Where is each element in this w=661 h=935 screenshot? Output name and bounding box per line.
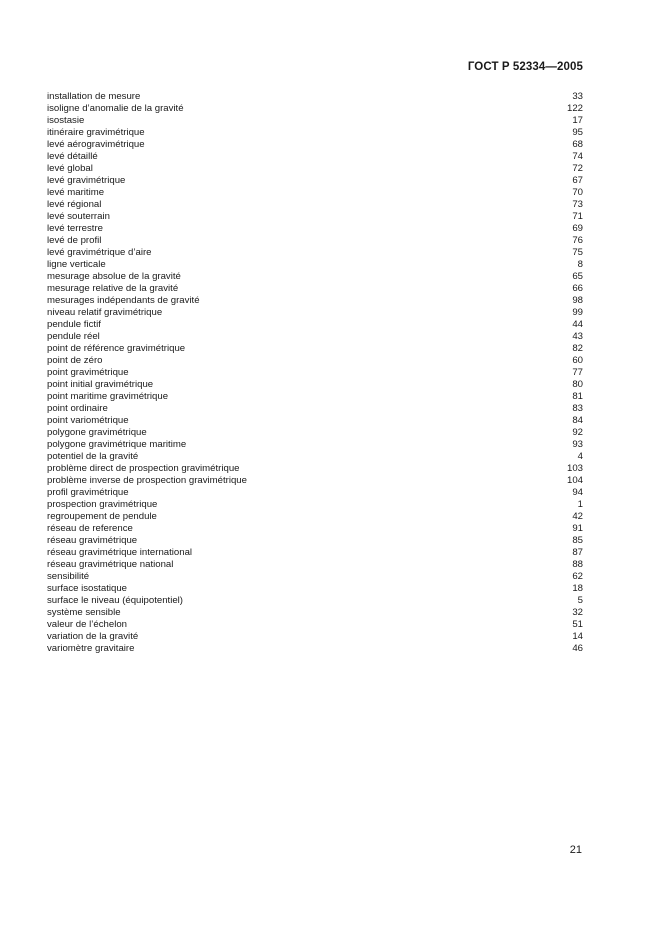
- index-term: levé global: [47, 163, 93, 174]
- index-entry: [47, 643, 583, 655]
- index-term: point de zéro: [47, 355, 103, 366]
- index-page-ref: 69: [572, 223, 583, 234]
- index-page-ref: 93: [572, 439, 583, 450]
- index-page-ref: 51: [572, 619, 583, 630]
- index-entry: [47, 583, 583, 595]
- index-entry: [47, 187, 583, 199]
- index-term: levé régional: [47, 199, 102, 210]
- index-page-ref: 76: [572, 235, 583, 246]
- index-term: levé gravimétrique: [47, 175, 126, 186]
- index-page-ref: 75: [572, 247, 583, 258]
- index-page-ref: 84: [572, 415, 583, 426]
- index-page-ref: 33: [572, 91, 583, 102]
- index-term: problème inverse de prospection gravimétrique: [47, 475, 247, 486]
- index-page-ref: 42: [572, 511, 583, 522]
- index-entry: [47, 235, 583, 247]
- document-header: [468, 61, 583, 73]
- index-entry: [47, 319, 583, 331]
- index-page-ref: 32: [572, 607, 583, 618]
- alphabetical-index: [47, 91, 583, 655]
- index-term: variation de la gravité: [47, 631, 139, 642]
- index-page-ref: 5: [577, 595, 583, 606]
- index-entry: [47, 91, 583, 103]
- index-term: levé souterrain: [47, 211, 110, 222]
- index-page-ref: 99: [572, 307, 583, 318]
- index-term: réseau gravimétrique: [47, 535, 138, 546]
- index-entry: [47, 295, 583, 307]
- index-page-ref: 77: [572, 367, 583, 378]
- index-term: variomètre gravitaire: [47, 643, 135, 654]
- index-term: surface isostatique: [47, 583, 127, 594]
- index-page-ref: 88: [572, 559, 583, 570]
- index-entry: [47, 439, 583, 451]
- index-page-ref: 85: [572, 535, 583, 546]
- index-term: mesurage absolue de la gravité: [47, 271, 181, 282]
- index-term: réseau gravimétrique international: [47, 547, 193, 558]
- index-page-ref: 4: [577, 451, 583, 462]
- index-entry: [47, 247, 583, 259]
- index-entry: [47, 223, 583, 235]
- index-page-ref: 91: [572, 523, 583, 534]
- index-page-ref: 67: [572, 175, 583, 186]
- index-page-ref: 43: [572, 331, 583, 342]
- index-term: levé aérogravimétrique: [47, 139, 145, 150]
- index-page-ref: 74: [572, 151, 583, 162]
- index-page-ref: 70: [572, 187, 583, 198]
- index-page-ref: 122: [566, 103, 583, 114]
- index-entry: [47, 535, 583, 547]
- index-entry: [47, 631, 583, 643]
- index-term: niveau relatif gravimétrique: [47, 307, 163, 318]
- index-entry: [47, 427, 583, 439]
- index-term: problème direct de prospection gravimétrique: [47, 463, 240, 474]
- page-number: 21: [569, 844, 582, 856]
- index-term: point ordinaire: [47, 403, 108, 414]
- index-entry: [47, 559, 583, 571]
- index-term: point initial gravimétrique: [47, 379, 154, 390]
- index-term: point de référence gravimétrique: [47, 343, 186, 354]
- index-entry: [47, 487, 583, 499]
- index-page-ref: 62: [572, 571, 583, 582]
- index-term: isoligne d’anomalie de la gravité: [47, 103, 184, 114]
- index-page-ref: 8: [577, 259, 583, 270]
- index-entry: [47, 463, 583, 475]
- index-term: sensibilité: [47, 571, 90, 582]
- index-entry: [47, 415, 583, 427]
- index-entry: [47, 163, 583, 175]
- index-term: profil gravimétrique: [47, 487, 129, 498]
- index-entry: [47, 355, 583, 367]
- index-page-ref: 66: [572, 283, 583, 294]
- index-page-ref: 18: [572, 583, 583, 594]
- index-term: levé gravimétrique d’aire: [47, 247, 152, 258]
- index-term: itinéraire gravimétrique: [47, 127, 145, 138]
- index-entry: [47, 151, 583, 163]
- index-term: polygone gravimétrique: [47, 427, 147, 438]
- index-term: mesurage relative de la gravité: [47, 283, 179, 294]
- index-entry: [47, 595, 583, 607]
- index-entry: [47, 115, 583, 127]
- index-entry: [47, 403, 583, 415]
- index-page-ref: 73: [572, 199, 583, 210]
- index-page-ref: 44: [572, 319, 583, 330]
- index-term: levé terrestre: [47, 223, 103, 234]
- index-term: levé de profil: [47, 235, 102, 246]
- index-term: réseau de reference: [47, 523, 133, 534]
- index-page-ref: 87: [572, 547, 583, 558]
- index-term: ligne verticale: [47, 259, 106, 270]
- index-term: potentiel de la gravité: [47, 451, 139, 462]
- index-entry: [47, 343, 583, 355]
- index-page-ref: 65: [572, 271, 583, 282]
- index-entry: [47, 271, 583, 283]
- index-page-ref: 46: [572, 643, 583, 654]
- index-entry: [47, 391, 583, 403]
- index-page-ref: 71: [572, 211, 583, 222]
- index-entry: [47, 139, 583, 151]
- index-term: système sensible: [47, 607, 121, 618]
- index-entry: [47, 367, 583, 379]
- index-term: levé maritime: [47, 187, 105, 198]
- index-entry: [47, 547, 583, 559]
- index-term: regroupement de pendule: [47, 511, 157, 522]
- index-page-ref: 83: [572, 403, 583, 414]
- index-page-ref: 17: [572, 115, 583, 126]
- index-page-ref: 68: [572, 139, 583, 150]
- index-page-ref: 82: [572, 343, 583, 354]
- index-entry: [47, 199, 583, 211]
- index-term: installation de mesure: [47, 91, 141, 102]
- index-term: valeur de l’échelon: [47, 619, 128, 630]
- index-entry: [47, 211, 583, 223]
- index-term: mesurages indépendants de gravité: [47, 295, 200, 306]
- index-entry: [47, 619, 583, 631]
- index-term: réseau gravimétrique national: [47, 559, 174, 570]
- index-entry: [47, 571, 583, 583]
- index-entry: [47, 259, 583, 271]
- index-entry: [47, 103, 583, 115]
- index-page-ref: 94: [572, 487, 583, 498]
- index-term: prospection gravimétrique: [47, 499, 158, 510]
- index-entry: [47, 127, 583, 139]
- index-entry: [47, 307, 583, 319]
- index-term: levé détaillé: [47, 151, 98, 162]
- index-page-ref: 60: [572, 355, 583, 366]
- index-term: pendule réel: [47, 331, 100, 342]
- index-entry: [47, 283, 583, 295]
- index-term: point variométrique: [47, 415, 129, 426]
- index-page-ref: 1: [577, 499, 583, 510]
- index-entry: [47, 499, 583, 511]
- index-page-ref: 103: [566, 463, 583, 474]
- index-entry: [47, 331, 583, 343]
- index-term: pendule fictif: [47, 319, 101, 330]
- index-page-ref: 98: [572, 295, 583, 306]
- index-page-ref: 81: [572, 391, 583, 402]
- index-entry: [47, 379, 583, 391]
- index-term: surface le niveau (équipotentiel): [47, 595, 183, 606]
- index-entry: [47, 607, 583, 619]
- standard-code: ГОСТ Р 52334—2005: [467, 61, 583, 73]
- index-page-ref: 95: [572, 127, 583, 138]
- index-entry: [47, 475, 583, 487]
- index-term: point maritime gravimétrique: [47, 391, 169, 402]
- index-entry: [47, 523, 583, 535]
- index-entry: [47, 175, 583, 187]
- index-page-ref: 72: [572, 163, 583, 174]
- index-page-ref: 92: [572, 427, 583, 438]
- index-page-ref: 80: [572, 379, 583, 390]
- index-term: isostasie: [47, 115, 85, 126]
- index-term: point gravimétrique: [47, 367, 129, 378]
- index-entry: [47, 451, 583, 463]
- index-page-ref: 14: [572, 631, 583, 642]
- index-term: polygone gravimétrique maritime: [47, 439, 187, 450]
- index-entry: [47, 511, 583, 523]
- index-page-ref: 104: [566, 475, 583, 486]
